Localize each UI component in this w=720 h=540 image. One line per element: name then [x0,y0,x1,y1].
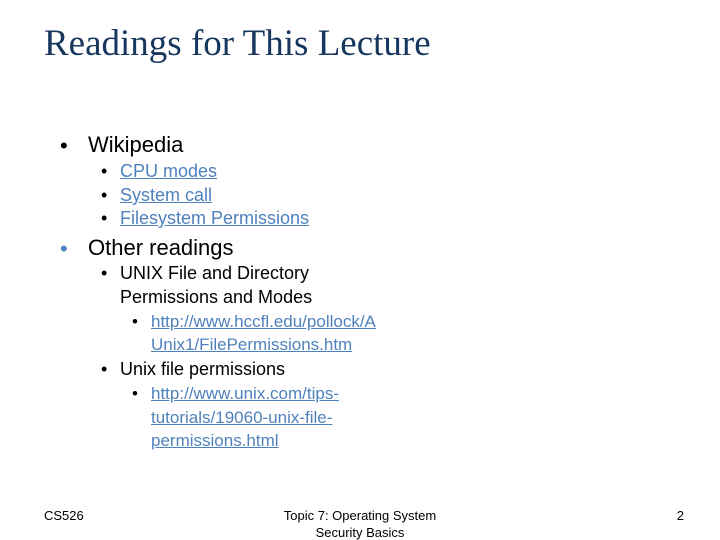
wikipedia-heading: Wikipedia [88,132,184,157]
reading-title-line: UNIX File and Directory [120,263,310,283]
footer-course: CS526 [44,508,84,523]
bullet: • [132,312,138,331]
link-filesystem-permissions[interactable]: Filesystem Permissions [120,208,310,228]
link-system-call[interactable]: System call [120,185,213,205]
slide-title: Readings for This Lecture [44,23,431,64]
bullet: • [101,208,108,228]
bullet: • [60,133,68,158]
link-cpu-modes[interactable]: CPU modes [120,161,218,181]
link-unix-url[interactable]: http://www.unix.com/tips- [151,384,340,403]
link-hccfl-url[interactable]: http://www.hccfl.edu/pollock/A [151,312,376,331]
bullet: • [101,185,108,205]
link-hccfl-url[interactable]: Unix1/FilePermissions.htm [151,335,353,354]
bullet: • [60,236,68,261]
footer-topic-line: Security Basics [315,525,405,540]
other-readings-heading: Other readings [88,235,234,260]
footer-topic-line: Topic 7: Operating System [283,508,437,523]
link-unix-url[interactable]: tutorials/19060-unix-file- [151,408,333,427]
bullet: • [101,161,108,181]
bullet: • [132,384,138,403]
page-number: 2 [676,508,684,523]
reading-title: Unix file permissions [120,359,286,379]
link-unix-url[interactable]: permissions.html [151,431,279,450]
reading-title-line: Permissions and Modes [120,287,313,307]
bullet: • [101,359,108,379]
bullet: • [101,263,108,283]
